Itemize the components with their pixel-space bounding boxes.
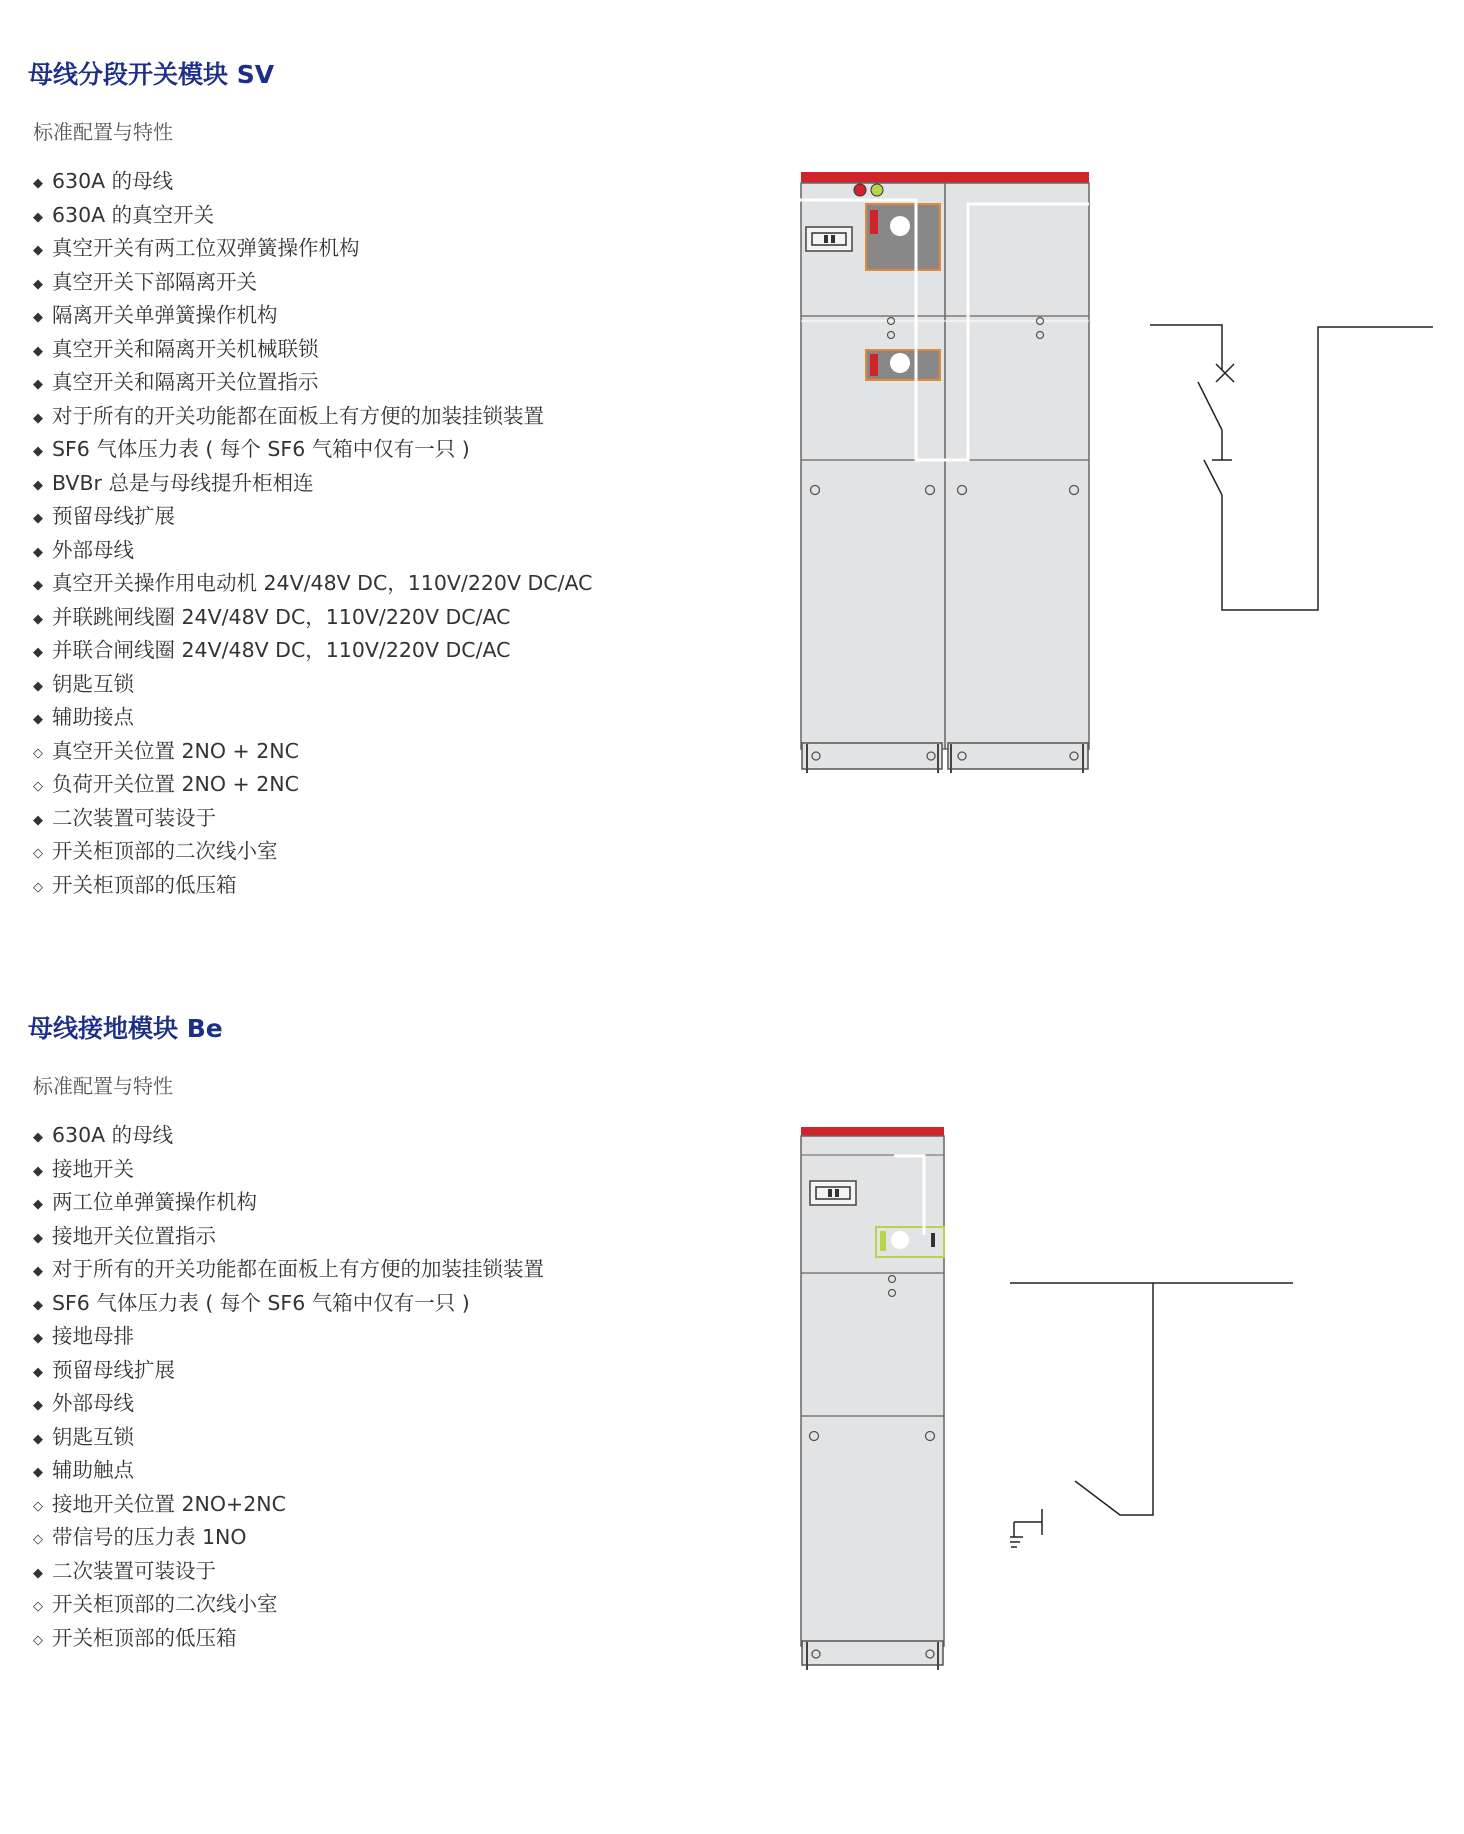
list-item: ◆ 二次装置可装设于 xyxy=(33,805,216,830)
list-item: ◆ 外部母线 xyxy=(33,537,134,562)
sv-single-line-diagram xyxy=(1150,320,1450,620)
list-item: ◆ 630A 的母线 xyxy=(33,1123,174,1147)
list-item: ◆ 真空开关操作用电动机 24V/48V DC，110V/220V DC/AC xyxy=(33,571,593,595)
list-item: ◆ 并联跳闸线圈 24V/48V DC，110V/220V DC/AC xyxy=(33,604,511,629)
list-item: ◆ SF6 气体压力表 ( 每个 SF6 气箱中仅有一只 ) xyxy=(33,437,470,461)
list-item: ◇ 开关柜顶部的二次线小室 xyxy=(33,839,278,863)
list-item: ◆ 隔离开关单弹簧操作机构 xyxy=(33,303,278,327)
list-item: ◆ 对于所有的开关功能都在面板上有方便的加装挂锁装置 xyxy=(33,403,544,428)
list-item: ◆ 辅助触点 xyxy=(33,1458,134,1482)
section-title: 母线分段开关模块 SV xyxy=(28,60,275,89)
list-item: ◇ 负荷开关位置 2NO + 2NC xyxy=(33,772,299,796)
list-item: ◆ 二次装置可装设于 xyxy=(33,1558,216,1583)
list-item: ◆ BVBr 总是与母线提升柜相连 xyxy=(33,470,314,495)
list-item: ◇ 开关柜顶部的低压箱 xyxy=(33,1625,237,1650)
list-item: ◆ 真空开关和隔离开关位置指示 xyxy=(33,370,319,394)
list-item: ◆ 两工位单弹簧操作机构 xyxy=(33,1190,257,1214)
list-item: ◆ 外部母线 xyxy=(33,1391,134,1415)
section-subtitle: 标准配置与特性 xyxy=(33,1074,173,1098)
list-item: ◆ 预留母线扩展 xyxy=(33,504,175,528)
list-item: ◆ 接地开关 xyxy=(33,1156,134,1181)
list-item: ◇ 带信号的压力表 1NO xyxy=(33,1525,247,1549)
list-item: ◇ 接地开关位置 2NO+2NC xyxy=(33,1491,286,1516)
list-item: ◆ 钥匙互锁 xyxy=(33,1424,134,1449)
list-item: ◆ 真空开关有两工位双弹簧操作机构 xyxy=(33,236,360,260)
list-item: ◆ 630A 的母线 xyxy=(33,169,174,193)
list-item: ◆ 接地开关位置指示 xyxy=(33,1223,216,1248)
list-item: ◆ SF6 气体压力表 ( 每个 SF6 气箱中仅有一只 ) xyxy=(33,1290,470,1315)
section-subtitle: 标准配置与特性 xyxy=(33,120,173,144)
list-item: ◆ 630A 的真空开关 xyxy=(33,202,215,227)
list-item: ◆ 钥匙互锁 xyxy=(33,671,134,696)
list-item: ◇ 开关柜顶部的低压箱 xyxy=(33,872,237,897)
list-item: ◇ 真空开关位置 2NO + 2NC xyxy=(33,738,299,763)
list-item: ◆ 接地母排 xyxy=(33,1324,134,1348)
section-title: 母线接地模块 Be xyxy=(28,1014,223,1043)
section-be xyxy=(0,940,1464,1834)
be-cabinet-drawing xyxy=(800,1125,960,1675)
list-item: ◆ 真空开关下部隔离开关 xyxy=(33,269,257,294)
feature-list xyxy=(33,165,592,902)
list-item: ◆ 辅助接点 xyxy=(33,705,134,729)
list-item: ◆ 预留母线扩展 xyxy=(33,1357,175,1382)
be-single-line-diagram xyxy=(1010,1275,1310,1575)
list-item: ◆ 真空开关和隔离开关机械联锁 xyxy=(33,336,319,361)
feature-list xyxy=(33,1119,544,1655)
list-item: ◆ 并联合闸线圈 24V/48V DC，110V/220V DC/AC xyxy=(33,638,511,662)
list-item: ◆ 对于所有的开关功能都在面板上有方便的加装挂锁装置 xyxy=(33,1257,544,1281)
list-item: ◇ 开关柜顶部的二次线小室 xyxy=(33,1592,278,1616)
sv-cabinet-drawing xyxy=(800,170,1100,780)
